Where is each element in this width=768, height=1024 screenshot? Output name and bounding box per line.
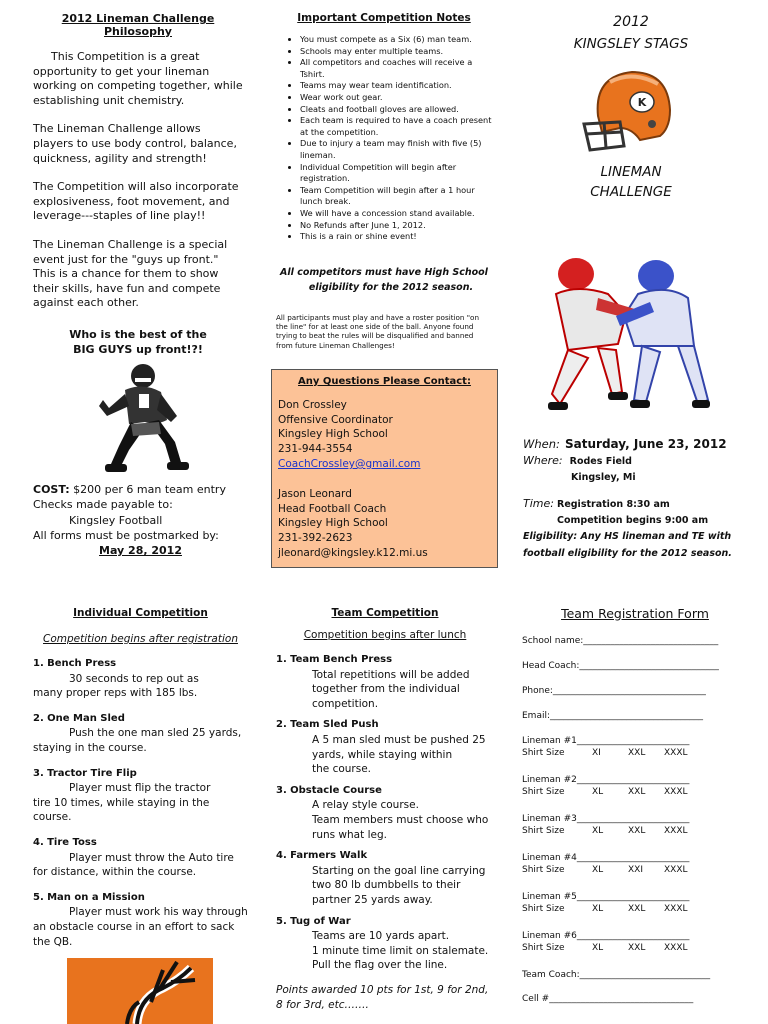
lineman-label: Lineman #5 <box>522 892 577 902</box>
event-heading <box>33 656 248 672</box>
lineman-name-field[interactable] <box>522 930 748 942</box>
individual-event <box>33 766 248 825</box>
when-label: When: <box>523 437 560 451</box>
note-item: • Schools may enter multiple teams. <box>300 46 492 58</box>
event-desc: partner 25 yards away. <box>312 893 433 906</box>
lineman-label: Lineman #4 <box>522 853 577 863</box>
team-event <box>276 783 494 842</box>
shirt-size-row <box>522 825 748 837</box>
field-label: School name: <box>522 636 584 646</box>
team-event <box>276 717 494 776</box>
lineman-entry <box>522 891 748 915</box>
field-line: __________________________________ <box>550 711 704 721</box>
note-item: • All competitors and coaches will receive a Tshirt. <box>300 57 492 80</box>
event-desc: the course. <box>312 763 372 776</box>
event-desc: runs what leg. <box>312 828 387 841</box>
lineman-line: _________________________ <box>576 775 690 785</box>
payee: Kingsley Football <box>69 513 163 527</box>
lineman-label: Lineman #1 <box>522 736 577 746</box>
note-item: • Cleats and football gloves are allowed. <box>300 104 492 116</box>
team-event <box>276 652 494 711</box>
event-number: 5. <box>33 891 44 903</box>
team-events <box>276 652 494 973</box>
event-desc: an obstacle course in an effort to sack <box>33 920 235 933</box>
note-item: • Individual Competition will begin after registration. <box>300 162 492 185</box>
eligibility-info: Eligibility: Any HS lineman and TE with football eligibility for the 2012 season. <box>523 531 732 559</box>
cover-event: LINEMAN CHALLENGE <box>590 164 672 200</box>
shirt-size-option[interactable]: XXXL <box>664 826 688 836</box>
event-desc: 30 seconds to rep out as <box>69 672 199 685</box>
shirt-size-label: Shirt Size <box>522 826 565 836</box>
shirt-size-option[interactable]: XXXL <box>664 865 688 875</box>
event-number: 3. <box>33 767 44 779</box>
shirt-size-row <box>522 942 748 954</box>
lineman-label: Lineman #2 <box>522 775 577 785</box>
note-item: • This is a rain or shine event! <box>300 231 492 243</box>
lineman-name-field[interactable] <box>522 735 748 747</box>
event-desc: Total repetitions will be added <box>312 668 470 681</box>
shirt-size-option[interactable]: XI <box>592 748 601 758</box>
individual-event <box>33 835 248 880</box>
note-item: • No Refunds after June 1, 2012. <box>300 220 492 232</box>
shirt-size-row <box>522 786 748 798</box>
event-desc: the QB. <box>33 935 73 948</box>
event-number: 2. <box>276 719 287 731</box>
event-number: 2. <box>33 712 44 724</box>
shirt-size-option[interactable]: XL <box>592 787 604 797</box>
philosophy-title: 2012 Lineman Challenge Philosophy <box>61 12 215 38</box>
lineman-name-field[interactable] <box>522 852 748 864</box>
who-is-best: Who is the best of the BIG GUYS up front!?! <box>69 327 207 356</box>
lineman-line: _________________________ <box>576 931 690 941</box>
note-item: • We will have a concession stand available. <box>300 208 492 220</box>
team-competition <box>276 607 494 1013</box>
event-desc: A 5 man sled must be pushed 25 <box>312 733 486 746</box>
where-value: Rodes Field <box>569 456 632 467</box>
event-desc: 1 minute time limit on stalemate. <box>312 944 489 957</box>
lineman-entry <box>522 774 748 798</box>
event-name: Tug of War <box>290 915 351 927</box>
stag-logo <box>67 958 213 1024</box>
shirt-size-option[interactable]: XXXL <box>664 943 688 953</box>
shirt-size-option[interactable]: XXL <box>628 904 646 914</box>
event-desc: Player must flip the tractor <box>69 782 211 795</box>
lineman-entry <box>522 735 748 759</box>
roster-rule: All participants must play and have a roster position "on the line" for at least one side of the ball. Anyone found trying to beat the rules will be disqualified and banned from future Lineman Challenges! <box>276 312 480 350</box>
lineman-label: Lineman #6 <box>522 931 577 941</box>
event-heading <box>276 717 494 733</box>
form-field[interactable] <box>522 635 748 647</box>
event-desc: Player must throw the Auto tire <box>69 851 234 864</box>
field-label: Head Coach: <box>522 661 580 671</box>
event-desc: Pull the flag over the line. <box>312 959 448 972</box>
form-linemen <box>522 735 748 954</box>
lineman-entry <box>522 930 748 954</box>
philosophy-p1: This Competition is a great opportunity to get your lineman working on competing together, while establishing unit chemistry. <box>33 50 243 107</box>
shirt-size-option[interactable]: XL <box>592 826 604 836</box>
lineman-name-field[interactable] <box>522 813 748 825</box>
event-heading <box>276 652 494 668</box>
points-note: Points awarded 10 pts for 1st, 9 for 2nd, 8 for 3rd, etc……. <box>276 983 489 1011</box>
event-name: Team Bench Press <box>290 654 393 665</box>
event-number: 3. <box>276 784 287 796</box>
lineman-name-field[interactable] <box>522 891 748 903</box>
event-heading <box>33 835 248 851</box>
philosophy-p3: The Competition will also incorporate explosiveness, foot movement, and leverage---staples of line play!! <box>33 180 239 223</box>
event-desc: two 80 lb dumbbells to their <box>312 879 461 892</box>
shirt-size-label: Shirt Size <box>522 748 565 758</box>
event-desc: tire 10 times, while staying in the course. <box>33 796 210 824</box>
shirt-size-row <box>522 903 748 915</box>
shirt-size-option[interactable]: XXI <box>628 865 643 875</box>
time-label: Time: <box>523 497 554 510</box>
contact-2: Jason Leonard Head Football Coach Kingsley High School 231-392-2623 jleonard@kingsley.k12.mi.us <box>278 487 428 559</box>
note-item: • Due to injury a team may finish with five (5) lineman. <box>300 138 492 161</box>
event-desc: together from the individual <box>312 683 460 696</box>
lineman-stance-image <box>95 360 195 478</box>
notes-list <box>276 34 492 243</box>
contact-1: Don Crossley Offensive Coordinator Kingsley High School 231-944-3554 CoachCrossley@gmail.com <box>278 398 491 472</box>
form-field[interactable] <box>522 660 748 672</box>
note-item: • Wear work out gear. <box>300 92 492 104</box>
event-heading <box>33 766 248 782</box>
event-desc: Team members must choose who <box>312 813 489 826</box>
notes-column <box>276 12 492 350</box>
shirt-size-label: Shirt Size <box>522 865 565 875</box>
shirt-size-option[interactable]: XL <box>592 904 604 914</box>
event-desc: for distance, within the course. <box>33 866 197 879</box>
shirt-size-label: Shirt Size <box>522 787 565 797</box>
shirt-size-option[interactable]: XXXL <box>664 904 688 914</box>
shirt-size-option[interactable]: XXL <box>628 826 646 836</box>
form-field[interactable] <box>522 710 748 722</box>
event-number: 4. <box>33 836 44 848</box>
time-competition: Competition begins 9:00 am <box>557 515 709 526</box>
note-item: • Teams may wear team identification. <box>300 80 492 92</box>
philosophy-p2: The Lineman Challenge allows players to use body control, balance, quickness, agility and strength! <box>33 122 237 165</box>
event-number: 5. <box>276 915 287 927</box>
event-desc: A relay style course. <box>312 799 419 812</box>
shirt-size-option[interactable]: XXL <box>628 943 646 953</box>
cost-label: COST: <box>33 483 70 496</box>
time-registration: Registration 8:30 am <box>557 499 670 510</box>
event-desc: many proper reps with 185 lbs. <box>33 687 198 700</box>
event-desc: Starting on the goal line carrying <box>312 864 486 877</box>
note-item: • You must compete as a Six (6) man team. <box>300 34 492 46</box>
checks-label: Checks made payable to: <box>33 498 173 512</box>
event-name: Tractor Tire Flip <box>47 767 137 779</box>
event-desc: Player must work his way through <box>69 906 248 919</box>
where-city: Kingsley, Mi <box>571 472 636 483</box>
team-event <box>276 914 494 973</box>
team-coach-field[interactable]: Team Coach:_____________________________ <box>522 970 711 980</box>
form-field[interactable] <box>522 685 748 697</box>
event-name: Tire Toss <box>47 836 97 848</box>
lineman-line: _________________________ <box>576 736 690 746</box>
lineman-name-field[interactable] <box>522 774 748 786</box>
cell-field[interactable]: Cell #________________________________ <box>522 994 694 1004</box>
shirt-size-option[interactable]: XXXL <box>664 748 688 758</box>
when-value: Saturday, June 23, 2012 <box>565 437 727 451</box>
field-line: ______________________________ <box>583 636 719 646</box>
shirt-size-label: Shirt Size <box>522 904 565 914</box>
event-desc: Push the one man sled 25 yards, <box>69 727 242 740</box>
individual-event <box>33 656 248 701</box>
cover-year: 2012 <box>613 14 649 30</box>
notes-title: Important Competition Notes <box>297 12 471 24</box>
shirt-size-option[interactable]: XXL <box>628 787 646 797</box>
event-name: Man on a Mission <box>47 891 145 903</box>
event-heading <box>33 890 248 906</box>
individual-subtitle: Competition begins after registration <box>43 633 238 645</box>
svg-text:K: K <box>637 96 647 109</box>
shirt-size-label: Shirt Size <box>522 943 565 953</box>
event-details <box>523 434 745 562</box>
form-fields <box>522 635 748 722</box>
shirt-size-row <box>522 864 748 876</box>
lineman-label: Lineman #3 <box>522 814 577 824</box>
event-heading <box>276 914 494 930</box>
event-name: Farmers Walk <box>290 850 368 862</box>
event-desc: competition. <box>312 697 379 710</box>
shirt-size-option[interactable]: XL <box>592 943 604 953</box>
cover-column <box>520 12 742 54</box>
lineman-entry <box>522 852 748 876</box>
lineman-line: _________________________ <box>576 853 690 863</box>
lineman-line: _________________________ <box>576 892 690 902</box>
note-item: • Each team is required to have a coach present at the competition. <box>300 115 492 138</box>
event-heading <box>276 848 494 864</box>
lineman-line: _________________________ <box>576 814 690 824</box>
helmet-image <box>580 66 675 156</box>
cost-value: $200 per 6 man team entry <box>73 483 226 496</box>
event-number: 1. <box>276 654 287 665</box>
team-subtitle: Competition begins after lunch <box>303 629 467 641</box>
field-label: Email: <box>522 711 551 721</box>
registration-form <box>522 606 748 1005</box>
form-title: Team Registration Form <box>561 606 709 621</box>
contact-title: Any Questions Please Contact: <box>298 376 471 387</box>
individual-event <box>33 890 248 949</box>
cover-team: KINGSLEY STAGS <box>573 36 689 52</box>
event-desc: yards, while staying within <box>312 748 453 761</box>
individual-competition <box>33 607 248 959</box>
field-line: _______________________________ <box>579 661 719 671</box>
team-event <box>276 848 494 907</box>
eligibility-note: All competitors must have High School eligibility for the 2012 season. <box>280 266 488 293</box>
field-line: __________________________________ <box>552 686 706 696</box>
shirt-size-option[interactable]: XL <box>592 865 604 875</box>
event-name: Bench Press <box>47 658 117 669</box>
contact-box <box>271 369 498 568</box>
philosophy-p4: The Lineman Challenge is a special event just for the "guys up front." This is a chance for them to show their skills, have fun and compete against each other. <box>33 237 228 310</box>
event-heading <box>276 783 494 799</box>
postmark-label: All forms must be postmarked by: <box>33 528 219 542</box>
field-label: Phone: <box>522 686 553 696</box>
where-label: Where: <box>523 454 563 467</box>
contact-email-link[interactable]: CoachCrossley@gmail.com <box>278 457 421 470</box>
team-title: Team Competition <box>331 607 439 619</box>
event-name: Team Sled Push <box>290 719 379 731</box>
event-desc: staying in the course. <box>33 741 147 754</box>
linemen-clash-image <box>538 254 712 422</box>
individual-events <box>33 656 248 949</box>
lineman-entry <box>522 813 748 837</box>
cost-section <box>33 482 248 558</box>
note-item: • Team Competition will begin after a 1 hour lunch break. <box>300 185 492 208</box>
philosophy-column <box>33 12 243 357</box>
event-number: 4. <box>276 850 287 862</box>
event-name: One Man Sled <box>47 712 125 724</box>
individual-title: Individual Competition <box>73 607 208 619</box>
event-desc: Teams are 10 yards apart. <box>312 930 450 943</box>
shirt-size-option[interactable]: XXL <box>628 748 646 758</box>
shirt-size-option[interactable]: XXXL <box>664 787 688 797</box>
individual-event <box>33 711 248 756</box>
deadline: May 28, 2012 <box>99 544 182 558</box>
event-heading <box>33 711 248 727</box>
event-number: 1. <box>33 658 44 669</box>
event-name: Obstacle Course <box>290 784 382 796</box>
shirt-size-row <box>522 747 748 759</box>
